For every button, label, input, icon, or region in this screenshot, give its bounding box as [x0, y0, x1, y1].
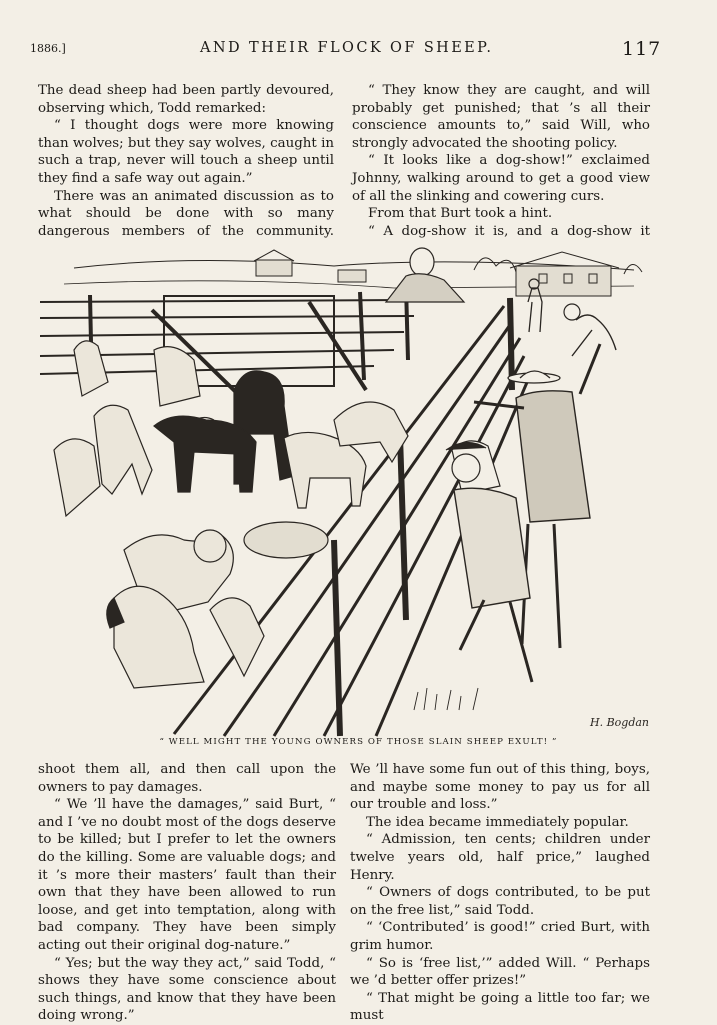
paragraph: shoot them all, and then call upon the owners to pay damages.: [38, 762, 336, 795]
paragraph: “ It looks like a dog-show!” exclaimed Johnny, walking around to get a good view of all the slinking and cowering curs.: [352, 153, 650, 204]
running-head-year: 1886.]: [30, 42, 66, 55]
paragraph: “ Admission, ten cents; children under twelve years old, half price,” laughed Henry.: [350, 832, 650, 883]
paragraph: We ’ll have some fun out of this thing, boys, and maybe some money to pay us for all our trouble and loss.”: [350, 762, 650, 813]
paragraph: From that Burt took a hint.: [368, 206, 553, 222]
artist-signature: H. Bogdan: [590, 716, 650, 729]
paragraph: “ A dog-show it is, and a dog-show it: [368, 223, 650, 239]
top-left-column: [38, 82, 334, 258]
engraving-illustration: [34, 240, 654, 740]
figure-caption: “ WELL MIGHT THE YOUNG OWNERS OF THOSE SLAIN SHEEP EXULT! ”: [159, 737, 558, 747]
paragraph: “ That might be going a little too far; we must: [350, 990, 650, 1024]
paragraph: “ We ’ll have the damages,” said Burt, “ and I ’ve no doubt most of the dogs deserve to be killed; but I prefer to let the owners do the killing. Some are valuable dogs; and it ’s more their masters’ fault than their own that they have been allowed to run loose, and get into temptation, along with bad company. They have been simply acting out their original dog-nature.”: [38, 797, 336, 953]
running-head-title: AND THEIR FLOCK OF SHEEP.: [200, 40, 494, 56]
paragraph: “ Yes; but the way they act,” said Todd, “ shows they have some conscience about such things, and know that they have been doing wrong.”: [38, 955, 336, 1024]
bottom-left-column: [38, 761, 336, 1025]
paragraph: “ ‘Contributed’ is good!” cried Burt, with grim humor.: [350, 920, 650, 953]
paragraph: The idea became immediately popular.: [366, 814, 629, 830]
page-number: 117: [622, 38, 662, 60]
paragraph: “ Owners of dogs contributed, to be put on the free list,” said Todd.: [350, 885, 650, 918]
paragraph: “ I thought dogs were more knowing than wolves; but they say wolves, caught in such a trap, never will touch a sheep until they find a safe way out again.”: [38, 118, 334, 186]
bottom-right-column: [350, 761, 650, 1025]
paragraph: “ So is ‘free list,’” added Will. “ Perhaps we ’d better offer prizes!”: [350, 955, 650, 989]
paragraph: The dead sheep had been partly devoured, observing which, Todd remarked:: [38, 83, 334, 116]
paragraph: There was an animated discussion as to what should be done with so many dangerous members of the community.: [38, 188, 334, 239]
paragraph: “ They know they are caught, and will probably get punished; that ’s all their conscience amounts to,” said Will, who strongly advocated the shooting policy.: [352, 83, 650, 151]
top-right-column: [352, 82, 650, 258]
